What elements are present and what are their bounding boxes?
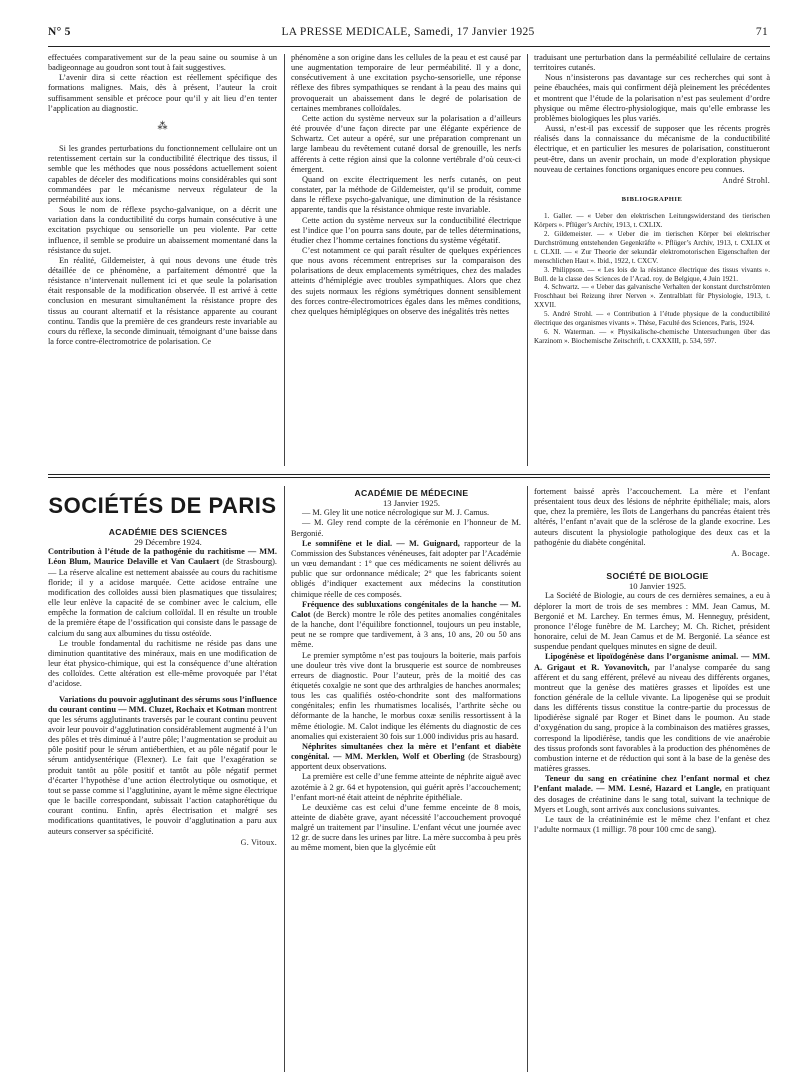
paragraph: Sous le nom de réflexe psycho-galvanique, on a décrit une variation dans la conductibilité du corps humain consécutive à une excitation psychique ou sensorielle un peu violente. Par cette influence, il semble se produire un abaissement momentané dans la résistance du sujet.: [48, 205, 277, 255]
page-header: [48, 26, 768, 44]
section-rule: [48, 477, 770, 478]
bottom-column-3: [534, 487, 770, 1072]
paragraph: Cette action du système nerveux sur la polarisation a d’ailleurs été prouvée d’une façon directe par une élégante expérience de Schwartz. Cet auteur a opéré, sur une préparation comprenant un large lambeau du revêtement cutané dorsal de grenouille, les nerfs afférents à cette région ainsi que la colonne vertébrale d’où ceux-ci émergent.: [291, 113, 521, 174]
bottom-column-2: [291, 487, 521, 1072]
paragraph: Aussi, n’est-il pas excessif de supposer que les récents progrès réalisés dans la connaissance du mécanisme de la conductibilité électrique, et en particulier les mesures de polarisation, constitueront peut-être, dans un avenir prochain, un mode d’exploration physique nouveau de certaines fonctions organiques encore peu connues.: [534, 124, 770, 174]
communication: Teneur du sang en créatinine chez l’enfant normal et chez l’enfant malade. — MM. Lesné, Hazard et Langle, en pratiquant des dosages de créatinine dans le sang total, suivant la technique de Myers et Lough, sont arrivés aux conclusions suivantes.: [534, 774, 770, 814]
header-title: LA PRESSE MEDICALE, Samedi, 17 Janvier 1925: [281, 26, 535, 38]
bibliography-list: [534, 212, 770, 346]
paragraph: La Société de Biologie, au cours de ces dernières semaines, a eu à déplorer la mort de trois de ses membres : MM. Jean Camus, M. Bergonié et M. Larchey. En termes émus, M. Henneguy, président, prononce l’éloge funèbre de M. Larchey; M. Ch. Richet, président honoraire, celui de M. Jean Camus et de M. Bergonié. La séance est suspendue pendant quelques minutes en signe de deuil.: [534, 591, 770, 652]
paragraph: Cette action du système nerveux sur la conductibilité électrique est l’indice que l’on pourra sans doute, par de telles déterminations, étudier chez l’homme certaines fonctions du système végétatif.: [291, 215, 521, 245]
communication: Fréquence des subluxations congénitales de la hanche — M. Calot (de Berck) montre le rôle des petites anomalies congénitales de la hanche, dont l’équilibre fonctionnel, toujours un peu instable, peut ne se rompre que tardivement, à 3 ans, 10 ans, 20 ou 50 ans même.: [291, 599, 521, 650]
bibliography-entry: 1. Galler. — « Ueber den elektrischen Leitungswiderstand des tierischen Körpers ». Pflüger’s Archiv, 1913, t. CXLIX.: [534, 212, 770, 230]
section-rule: [48, 474, 770, 475]
bibliography-entry: 3. Philippson. — « Les lois de la résistance électrique des tissus vivants ». Bull. de la classe des Sciences de l’Acad. roy. de Belgique, 4 Juin 1921.: [534, 265, 770, 283]
section-heading-academie-sciences: ACADÉMIE DES SCIENCES: [108, 527, 228, 537]
section-heading-societe-biologie: SOCIÉTÉ DE BIOLOGIE: [606, 571, 709, 582]
paragraph: phénomène a son origine dans les cellules de la peau et est causé par une augmentation temporaire de leur perméabilité. Il y a donc, consécutivement à une excitation psycho-sensorielle, une réponse réflexe des fibres sympathiques se rendant à la peau des mains qui provoquerait un abaissement dans le degré de polarisation de certaines membranes colloïdales.: [291, 53, 521, 113]
bottom-column-1: [48, 487, 277, 1072]
communication: Le somnifène et le dial. — M. Guignard, rapporteur de la Commission des Substances vénéneuses, fait adopter par l’Académie un vœu demandant : 1° que ces médicaments ne soient délivrés au public que sur ordonnance médicale; 2° que les fabricants soient obligés d’indiquer exactement aux médecins la constitution chimique réelle de ces composés.: [291, 538, 521, 599]
paragraph: Le taux de la créatininémie est le même chez l’enfant et chez l’adulte normaux (1 milligr. 78 pour 100 cmc de sang).: [534, 814, 770, 834]
paragraph: Le premier symptôme n’est pas toujours la boiterie, mais parfois une douleur très vive dont la brusquerie est source de nombreuses erreurs de diagnostic. Pour l’auteur, près de la moitié des cas étiquetés coxalgie ne sont que des arthralgies de hanches anormales; tous les cas qualifiés ostéo-chondrite sont des malformations congénitales; enfin les rhumatismes localisés, l’arthrite sèche ou déformante de la hanche, le morbus coxæ senilis ressortissent à la même étiologie. M. Calot indique les éléments du diagnostic de ces anomalies qui existeraient 30 fois sur 1.000 individus pris au hasard.: [291, 650, 521, 741]
top-column-1: [48, 53, 277, 473]
paragraph: Nous n’insisterons pas davantage sur ces recherches qui sont à peine ébauchées, mais qui confirment déjà pleinement les précédentes et montrent que l’étude de la polarisation n’est pas seulement d’ordre physique ou même électro-physiologique, mais qu’elle embrasse les problèmes biologiques les plus variés.: [534, 73, 770, 123]
paragraph: C’est notamment ce qui paraît résulter de quelques expériences que nous avons récemment entreprises sur la comparaison des polarisations de deux emplacements symétriques, chez des malades atteints d’hémiplégie avec troubles sympathiques. Alors que chez des sujets normaux les régions symétriques donnent sensiblement des forces contre-électromotrices égales dans les mêmes conditions, chez quelques hémiplégiques on observe des inégalités très nettes: [291, 245, 521, 316]
communication: Lipogénèse et lipoïdogénèse dans l’organisme animal. — MM. A. Grigaut et R. Yovanovitch, par l’analyse comparée du sang afférent et du sang efférent, prélevé au niveau des différents organes, montreut que la genèse des matières grasses et lipoïdes est une fonction générale de la cellule vivante. La lipogenèse qui se produit dans les différents tissus constitue la contre-partie du processus de lipodiérèse signalé par Roger et Binet dans le poumon. Au stade d’oxygénation du sang, propice à la combinaison des matières grasses, correspond la lipodiérèse, tandis que les conditions de vie anaérobie des tissus profonds sont favorables à la production des phénomènes de combustion interne et de réduction qui sont à la base de la genèse des matières grasses.: [534, 652, 770, 774]
column-divider: [527, 54, 528, 466]
paragraph: — M. Gley lit une notice nécrologique sur M. J. Camus.: [302, 508, 490, 518]
paragraph: Si les grandes perturbations du fonctionnement cellulaire ont un retentissement certain sur la conductibilité électrique des tissus, il semble que les méthodes que nous possédons actuellement soient capables de déceler des modifications moins considérables qui sont commandées par le mécanisme nerveux régulateur de la perméabilité aux ions.: [48, 144, 277, 204]
column-divider: [527, 486, 528, 1072]
session-date: 13 Janvier 1925.: [382, 498, 441, 509]
session-date: 29 Décembre 1924.: [134, 537, 202, 548]
column-divider: [284, 54, 285, 466]
communication: Variations du pouvoir agglutinant des sérums sous l’influence du courant continu — MM. Cluzet, Rochaix et Kotman montrent que les sérums agglutinants traversés par le courant continu peuvent avoir leur pouvoir d’agglutination considérablement augmenté à l’un des pôles et très diminué à l’autre pôle; l’augmentation se produit au pôle positif pour le sérum antiéberthien, et au pôle négatif pour le sérum antidysentérique (Flexner). Le fait que l’exagération se produit tantôt au pôle positif et tantôt au pôle négatif permet d’écarter l’hypothèse d’une action électrolytique ou osmotique, et tout se passe comme si l’agglutinine, ayant le même signe électrique que le bacille correspondant, subissait l’action cataphorétique du courant continu. Enfin, après électrisation et malgré ses modifications quantitatives, le pouvoir d’agglutination a paru aux auteurs conserver sa spécificité.: [48, 694, 277, 836]
paragraph: Le deuxième cas est celui d’une femme enceinte de 8 mois, atteinte de diabète grave, ayant nécessité l’accouchement provoqué malgré un traitement par l’insuline. L’enfant vécut une journée avec 12 gr. de sucre dans les urines par litre. La mère succomba à peu près au même moment, bien que la glycémie eût: [291, 802, 521, 853]
paragraph: traduisant une perturbation dans la perméabilité cellulaire de certains territoires cutanés.: [534, 53, 770, 73]
author-signature: A. Bocage.: [731, 548, 770, 558]
paragraph: fortement baissé après l’accouchement. La mère et l’enfant présentaient tous deux des lésions de néphrite épithéliale; mais, alors que, chez la première, les îlots de Langerhans du pancréas étaient très altérés, l’enfant n’avait que de la sclérose de la glande exocrine. Les auteurs discutent la physiologie pathologique des deux cas et la pathogénie du diabète congénital.: [534, 487, 770, 547]
bibliography-entry: 6. N. Waterman. — « Physikalische-chemische Untersuchungen über das Karzinom ». Biochemische Zeitschrift, t. CXXXIII, p. 534, 597.: [534, 327, 770, 345]
bibliography-entry: 2. Gildemeister. — « Ueber die im tierischen Körper bei elektrischer Durchströmung entstehenden Gegenkräfte ». Pflüger’s Archiv, 1913, t. CXLIX et t. CLXII. — « Zur Theorie der sekundär elektromotorischen Eigenschaften der menschlichen Haut ». Ibid., 1922, t. CXCV.: [534, 230, 770, 265]
paragraph: L’avenir dira si cette réaction est réellement spécifique des formations malignes. Mais, dès à présent, l’auteur la croit suffisamment sensible et précoce pour qu’il y ait lieu d’en tenter l’application au diagnostic.: [48, 73, 277, 113]
top-column-3: [534, 53, 770, 473]
section-heading-academie-medecine: ACADÉMIE DE MÉDECINE: [354, 488, 469, 498]
bibliography-entry: 5. André Strohl. — « Contribution à l’étude physique de la conductibilité électrique des organismes vivants ». Thèse, Faculté des Sciences, Paris, 1924.: [534, 310, 770, 328]
issue-number: N° 5: [48, 26, 71, 38]
paragraph: Le trouble fondamental du rachitisme ne réside pas dans une diminution quantitative des minéraux, mais en une modification de leur état physico-chimique, qui est la conséquence d’une altération des colloïdes. Cette altération est elle-même provoquée par l’état d’acidose.: [48, 638, 277, 689]
paragraph: En réalité, Gildemeister, à qui nous devons une étude très détaillée de ce phénomène, a parfaitement démontré que la résistance n’intervenait nullement ici et que seule la polarisation était responsable de la modification observée. Il est arrivé à cette conclusion en mesurant simultanément la résistance propre des tissus au courant alternatif et la résistance apparente au courant continu. Tandis que la première de ces grandeurs reste invariable au cours du réflexe, la seconde diminuait, témoignant d’une baisse dans la force contre-électromotrice de polarisation. Ce: [48, 255, 277, 347]
section-break-asterism: ⁂: [157, 120, 168, 132]
societes-de-paris-title: SOCIÉTÉS DE PARIS: [48, 493, 277, 518]
bibliography-heading: BIBLIOGRAPHIE: [621, 196, 683, 204]
paragraph: Quand on excite électriquement les nerfs cutanés, on peut constater, par la méthode de Gildemeister, qu’il se produit, comme dans le réflexe psycho-galvanique, une diminution de la résistance apparente, tandis que la résistance ohmique reste invariable.: [291, 174, 521, 215]
paragraph: La première est celle d’une femme atteinte de néphrite aiguë avec azotémie à 2 gr. 64 et hypotension, qui guérit après l’accouchement; l’enfant mort-né était atteint de néphrite épithéliale.: [291, 772, 521, 802]
communication: Contribution à l’étude de la pathogénie du rachitisme — MM. Léon Blum, Maurice Delaville et Van Caulaert (de Strasbourg). — La réserve alcaline est nettement abaissée au cours du rachitisme floride; il y a acidose marquée. Cette acidose entraîne une modification des colloïdes aussi bien plasmatiques que tissulaires; elle leur enlève la capacité de se combiner avec le calcium, elle empêche la formation de calcium colloïdal. Il en résulte un trouble de la première étape de l’ossification qui consiste dans le passage de calcium du sang aux albumines du tissu ostéoïde.: [48, 547, 277, 638]
author-signature: G. Vitoux.: [240, 837, 277, 847]
paragraph: — M. Gley rend compte de la cérémonie en l’honneur de M. Bergonié.: [291, 518, 521, 538]
top-column-2: [291, 53, 521, 473]
session-date: 10 Janvier 1925.: [628, 581, 687, 592]
header-rule: [48, 46, 770, 47]
author-signature: André Strohl.: [722, 175, 770, 185]
communication: Néphrites simultanées chez la mère et l’enfant et diabète congénital. — MM. Merklen, Wolf et Oberling (de Strasbourg) apportent deux observations.: [291, 741, 521, 772]
bibliography-entry: 4. Schwartz. — « Ueber das galvanische Verhalten der konstant durchströmten Froschhaut bei Reizung ihrer Nerven ». Zentralblatt für Physiologie, 1913, t. XXVII.: [534, 283, 770, 310]
column-divider: [284, 486, 285, 1072]
paragraph: effectuées comparativement sur de la peau saine ou soumise à un badigeonnage au goudron sont tout à fait suggestives.: [48, 53, 277, 73]
page-number: 71: [755, 26, 768, 38]
